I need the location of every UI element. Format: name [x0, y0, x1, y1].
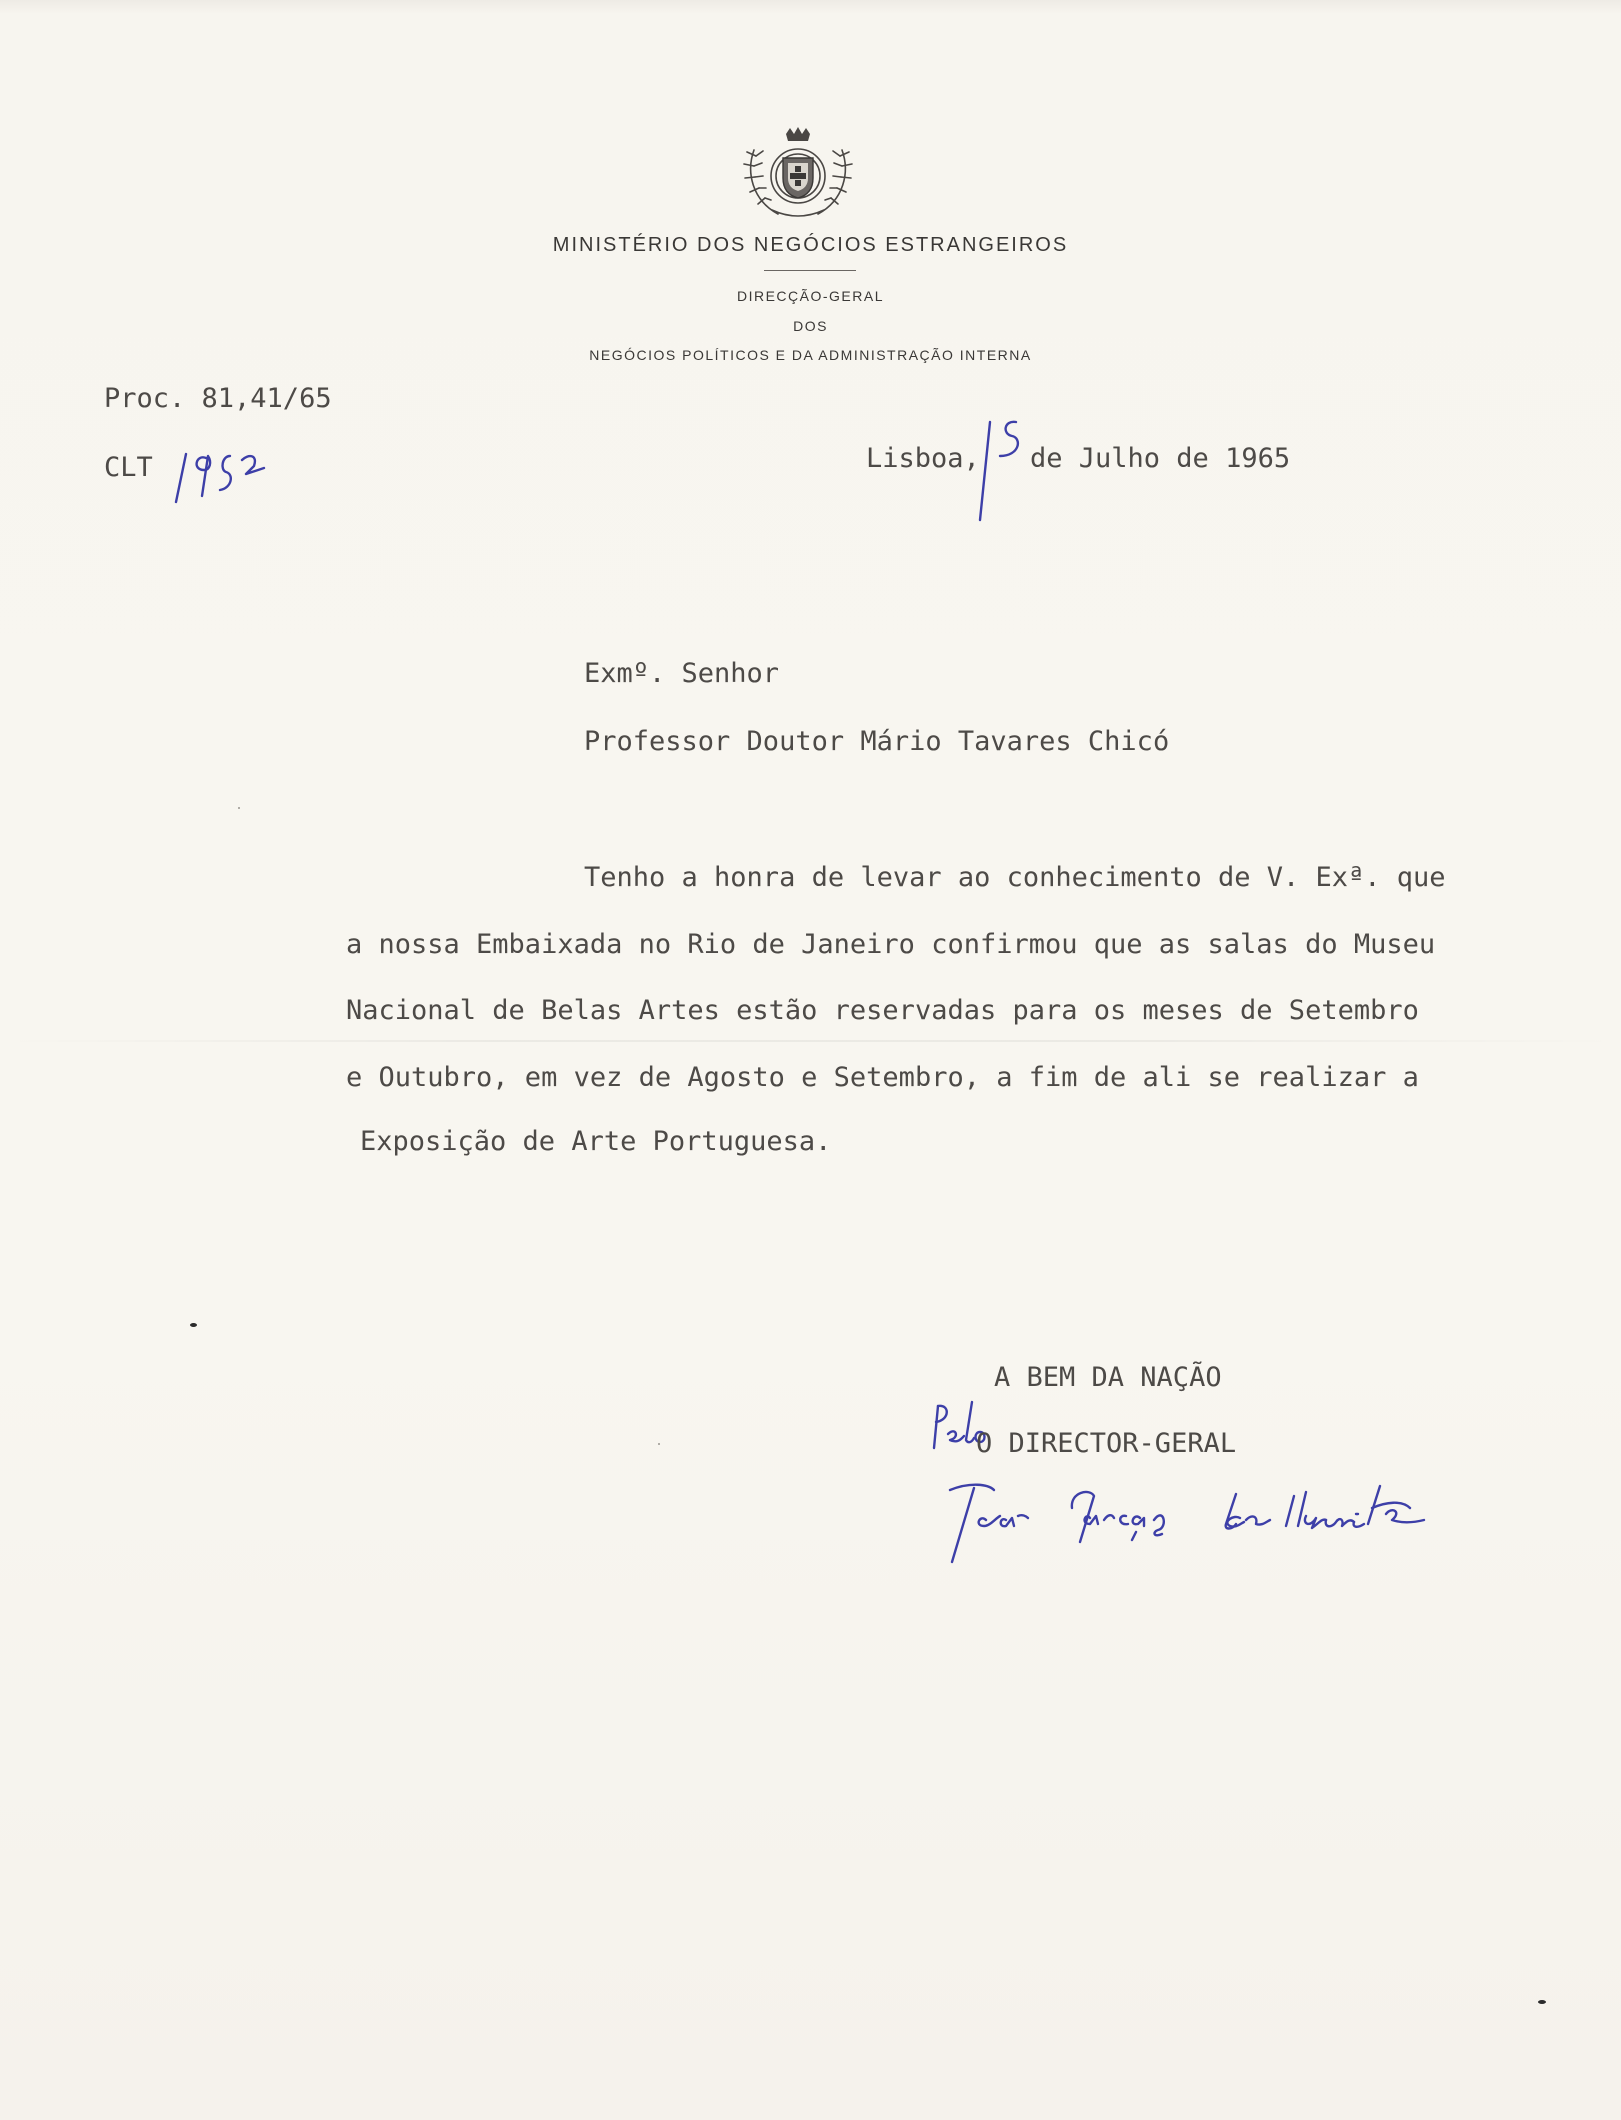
- body-line-4: e Outubro, em vez de Agosto e Setembro, a fim de ali se realizar a: [346, 1062, 1419, 1093]
- date-day-handwriting: [976, 416, 1036, 528]
- directorate-line-3: NEGÓCIOS POLÍTICOS E DA ADMINISTRAÇÃO INTERNA: [589, 347, 1032, 363]
- paper-speck: [190, 1323, 197, 1327]
- directorate-line-1: DIRECÇÃO-GERAL: [736, 288, 885, 304]
- body-line-2: a nossa Embaixada no Rio de Janeiro confirmou que as salas do Museu: [346, 929, 1436, 960]
- coat-of-arms-emblem: [738, 126, 858, 226]
- ministry-name: MINISTÉRIO DOS NEGÓCIOS ESTRANGEIROS: [552, 234, 1069, 256]
- paper-fold: [0, 1040, 1621, 1042]
- paper-speck: [238, 807, 240, 809]
- addressee-name: Professor Doutor Mário Tavares Chicó: [584, 726, 1170, 757]
- closing-motto: A BEM DA NAÇÃO: [994, 1362, 1222, 1393]
- salutation: Exmº. Senhor: [584, 658, 780, 689]
- clt-number-handwriting: [168, 440, 278, 510]
- paper-speck: [658, 1443, 660, 1445]
- letterhead-divider: [764, 270, 856, 271]
- paper-speck: [1538, 2000, 1546, 2004]
- date-city: Lisboa,: [866, 443, 980, 474]
- process-reference: Proc. 81,41/65: [104, 383, 332, 414]
- director-signature: [940, 1478, 1460, 1570]
- body-line-1: Tenho a honra de levar ao conhecimento de V. Exª. que: [584, 862, 1446, 893]
- clt-label: CLT: [104, 452, 153, 483]
- date-rest: de Julho de 1965: [1030, 443, 1291, 474]
- directorate-line-2: DOS: [793, 318, 828, 334]
- body-line-3: Nacional de Belas Artes estão reservadas para os meses de Setembro: [346, 995, 1419, 1026]
- closing-title: O DIRECTOR-GERAL: [976, 1428, 1237, 1459]
- body-line-5: Exposição de Arte Portuguesa.: [360, 1126, 832, 1157]
